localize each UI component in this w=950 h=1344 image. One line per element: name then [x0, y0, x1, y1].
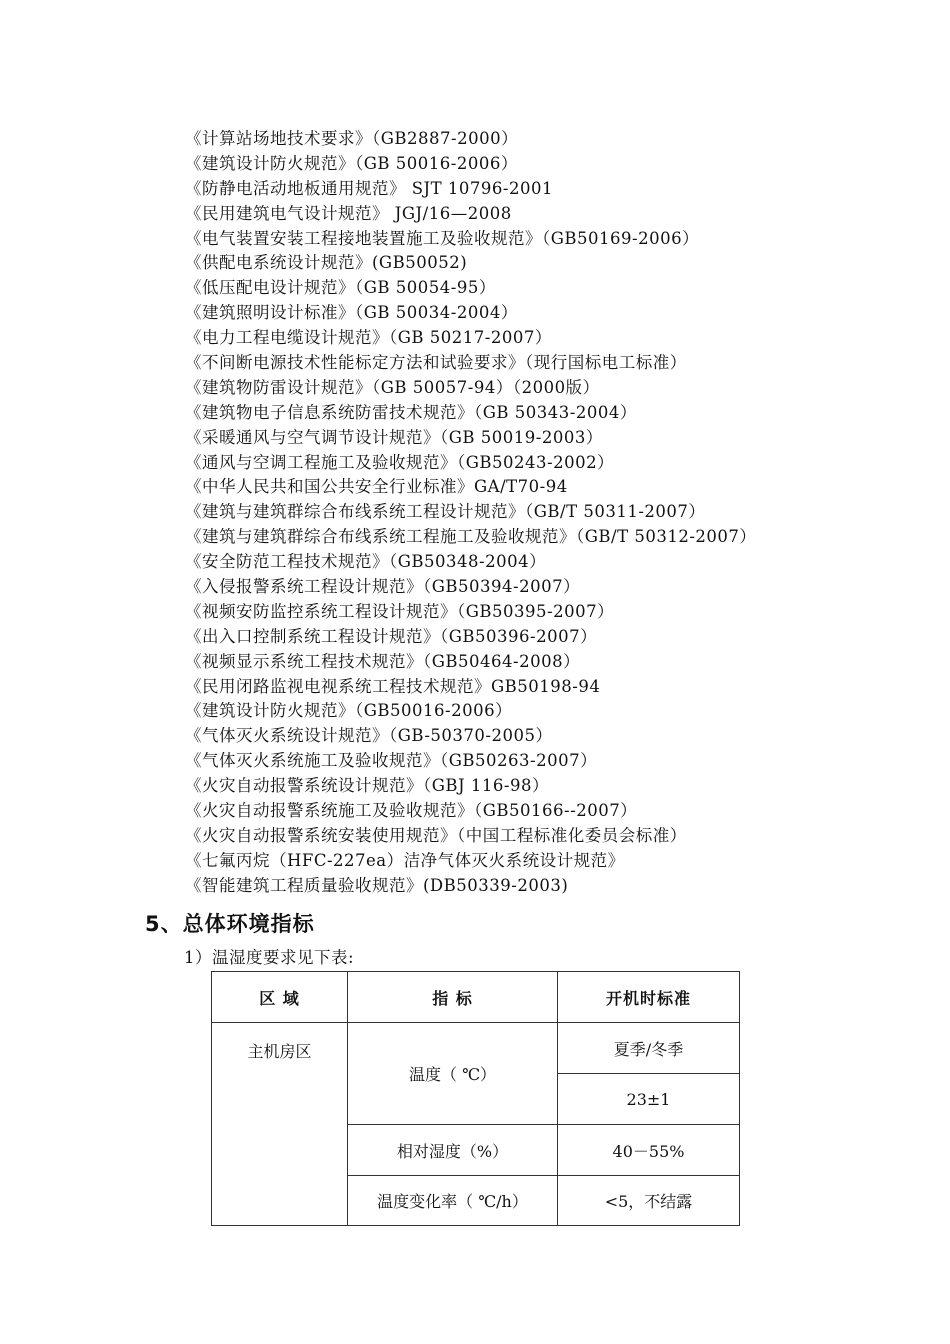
- standard-item: 《采暖通风与空气调节设计规范》（GB 50019-2003）: [185, 427, 603, 447]
- standard-item: 《建筑照明设计标准》（GB 50034-2004）: [185, 303, 518, 323]
- standard-item: 《通风与空调工程施工及验收规范》（GB50243-2002）: [185, 452, 615, 472]
- header-indicator: 指 标: [348, 972, 558, 1023]
- standard-item: 《民用建筑电气设计规范》 JGJ/16—2008: [185, 203, 512, 223]
- rate-label: 温度变化率（ ℃/h）: [348, 1176, 558, 1226]
- rate-value: <5，不结露: [558, 1176, 740, 1226]
- standard-item: 《建筑物电子信息系统防雷技术规范》（GB 50343-2004）: [185, 402, 637, 422]
- standard-item: 《安全防范工程技术规范》（GB50348-2004）: [185, 552, 547, 572]
- standard-item: 《计算站场地技术要求》（GB2887-2000）: [185, 129, 519, 148]
- table-row: [212, 1023, 740, 1074]
- season-cell: 夏季/冬季: [558, 1023, 740, 1074]
- standard-item: 《电气装置安装工程接地装置施工及验收规范》（GB50169-2006）: [185, 228, 700, 248]
- standard-item: 《供配电系统设计规范》(GB50052): [185, 253, 468, 273]
- standard-item: 《视频安防监控系统工程设计规范》（GB50395-2007）: [185, 601, 615, 621]
- standard-item: 《出入口控制系统工程设计规范》（GB50396-2007）: [185, 626, 598, 646]
- standard-item: 《电力工程电缆设计规范》（GB 50217-2007）: [185, 328, 552, 348]
- temperature-label: 温度（ ℃）: [348, 1023, 558, 1125]
- standard-item: 《建筑物防雷设计规范》（GB 50057-94）（2000版）: [185, 377, 600, 397]
- header-standard: 开机时标准: [558, 972, 740, 1023]
- humidity-value: 40－55%: [558, 1125, 740, 1176]
- standard-item: 《建筑与建筑群综合布线系统工程施工及验收规范》（GB/T 50312-2007）: [185, 527, 757, 547]
- standard-item: 《火灾自动报警系统设计规范》（GBJ 116-98）: [185, 776, 549, 796]
- standard-item: 《七氟丙烷（HFC-227ea）洁净气体灭火系统设计规范》: [185, 850, 625, 870]
- standards-list: [185, 127, 756, 899]
- standard-item: 《不间断电源技术性能标定方法和试验要求》（现行国标电工标准）: [185, 353, 687, 373]
- zone-cell: 主机房区: [212, 1023, 348, 1226]
- standard-item: 《建筑设计防火规范》（GB50016-2006）: [185, 701, 513, 721]
- standard-item: 《智能建筑工程质量验收规范》(DB50339-2003): [185, 875, 569, 895]
- section-title: 5、总体环境指标: [145, 912, 315, 936]
- standard-item: 《低压配电设计规范》（GB 50054-95）: [185, 278, 496, 298]
- standard-item: 《防静电活动地板通用规范》 SJT 10796-2001: [185, 178, 553, 198]
- standard-item: 《入侵报警系统工程设计规范》（GB50394-2007）: [185, 577, 581, 597]
- header-zone: 区 域: [212, 972, 348, 1023]
- standard-item: 《建筑设计防火规范》（GB 50016-2006）: [185, 153, 518, 173]
- standard-item: 《火灾自动报警系统安装使用规范》（中国工程标准化委员会标准）: [185, 825, 687, 845]
- table-intro: 1）温湿度要求见下表:: [184, 948, 355, 967]
- environment-table: [211, 971, 740, 1226]
- standard-item: 《气体灭火系统设计规范》（GB-50370-2005）: [185, 726, 553, 746]
- standard-item: 《民用闭路监视电视系统工程技术规范》GB50198-94: [185, 676, 601, 696]
- standard-item: 《中华人民共和国公共安全行业标准》GA/T70-94: [185, 477, 568, 497]
- humidity-label: 相对湿度（%）: [348, 1125, 558, 1176]
- standard-item: 《建筑与建筑群综合布线系统工程设计规范》（GB/T 50311-2007）: [185, 502, 706, 522]
- standard-item: 《火灾自动报警系统施工及验收规范》（GB50166--2007）: [185, 801, 638, 821]
- table-header-row: [212, 972, 740, 1023]
- standard-item: 《气体灭火系统施工及验收规范》（GB50263-2007）: [185, 751, 598, 771]
- temperature-value: 23±1: [558, 1074, 740, 1125]
- standard-item: 《视频显示系统工程技术规范》（GB50464-2008）: [185, 651, 581, 671]
